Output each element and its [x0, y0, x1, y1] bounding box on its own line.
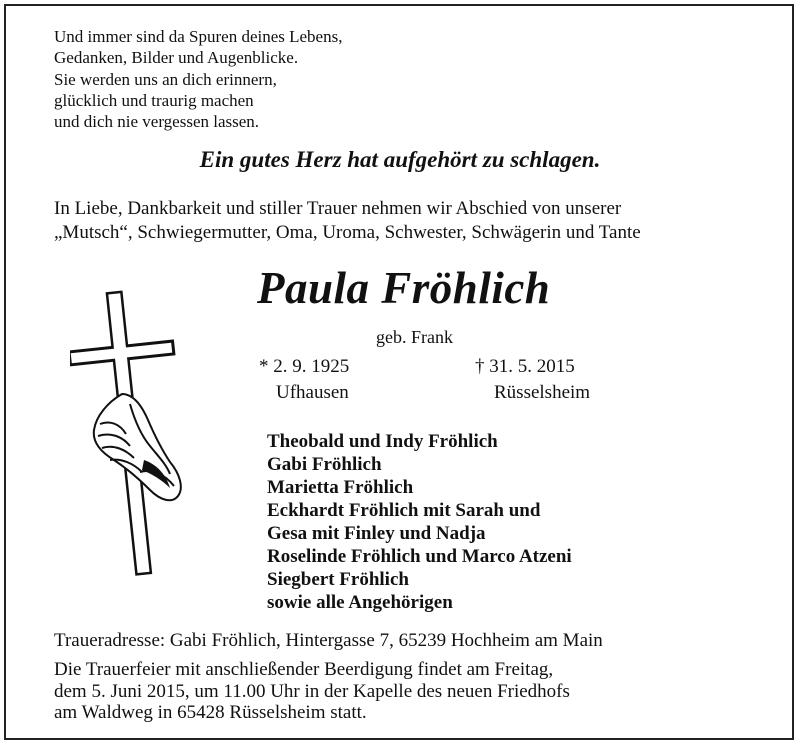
poem-line: Gedanken, Bilder und Augenblicke.: [54, 48, 299, 68]
funeral-line: am Waldweg in 65428 Rüsselsheim statt.: [54, 702, 367, 723]
birth-place: Ufhausen: [276, 382, 349, 403]
mourning-address: Traueradresse: Gabi Fröhlich, Hintergasse 7, 65239 Hochheim am Main: [54, 630, 603, 651]
mourners-list: [267, 430, 572, 614]
headline: Ein gutes Herz hat aufgehört zu schlagen.: [199, 147, 601, 172]
poem: [54, 26, 342, 132]
mourner-line: Siegbert Fröhlich: [267, 569, 409, 590]
intro-line: In Liebe, Dankbarkeit und stiller Trauer nehmen wir Abschied von unserer: [54, 198, 622, 219]
intro-line: „Mutsch“, Schwiegermutter, Oma, Uroma, Schwester, Schwägerin und Tante: [54, 222, 641, 243]
mourner-line: Theobald und Indy Fröhlich: [267, 431, 498, 452]
poem-line: Sie werden uns an dich erinnern,: [54, 69, 277, 89]
poem-line: glücklich und traurig machen: [54, 90, 254, 110]
mourner-line: Gesa mit Finley und Nadja: [267, 523, 486, 544]
intro-text: [54, 197, 641, 245]
funeral-line: dem 5. Juni 2015, um 11.00 Uhr in der Kapelle des neuen Friedhofs: [54, 680, 570, 702]
poem-line: Und immer sind da Spuren deines Lebens,: [54, 27, 343, 46]
funeral-info: [54, 659, 570, 724]
mourner-line: Eckhardt Fröhlich mit Sarah und: [267, 500, 541, 521]
mourner-line: sowie alle Angehörigen: [267, 592, 453, 613]
cross-with-praying-hands-icon: [70, 284, 200, 584]
birth-date: * 2. 9. 1925: [259, 356, 350, 377]
funeral-line: Die Trauerfeier mit anschließender Beerdigung findet am Freitag,: [54, 659, 554, 680]
mourner-line: Marietta Fröhlich: [267, 477, 414, 498]
deceased-name: Paula Fröhlich: [257, 263, 551, 313]
mourner-line: Roselinde Fröhlich und Marco Atzeni: [267, 546, 572, 567]
mourner-line: Gabi Fröhlich: [267, 454, 382, 475]
death-place: Rüsselsheim: [494, 382, 591, 403]
poem-line: und dich nie vergessen lassen.: [54, 112, 260, 132]
death-date: † 31. 5. 2015: [475, 356, 575, 377]
maiden-name: geb. Frank: [376, 327, 453, 347]
